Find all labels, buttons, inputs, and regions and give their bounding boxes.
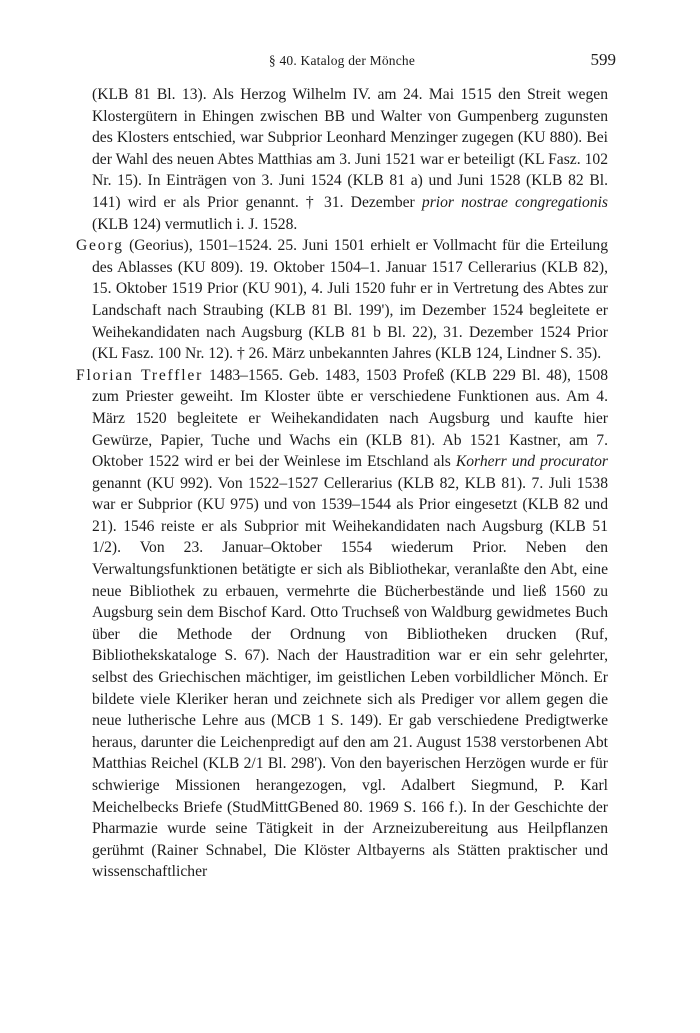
catalog-entry: [76, 365, 608, 883]
text-segment: (KLB 81 Bl. 13). Als Herzog Wilhelm IV. am 24. Mai 1515 den Streit wegen Klostergütern in Ehingen zwischen BB und Walter von Gumpenberg zugunsten des Klosters entschied, war Subprior Leonhard Menzinger zugegen (KU 880). Bei der Wahl des neuen Abtes Matthias am 3. Juni 1521 war er beteiligt (KL Fasz. 102 Nr. 15). In Einträgen von 3. Juni 1524 (KLB 81 a) und Juni 1528 (KLB 82 Bl. 141) wird er als Prior genannt. † 31. Dezember: [92, 86, 608, 211]
text-segment: genannt (KU 992). Von 1522–1527 Cellerarius (KLB 82, KLB 81). 7. Juli 1538 war er Subprior (KU 975) und von 1539–1544 als Prior eingesetzt (KLB 82 und 21). 1546 reiste er als Subprior mit Weihekandidaten nach Augsburg (KLB 51 1/2). Von 23. Januar–Oktober 1554 wiederum Prior. Neben den Verwaltungsfunktionen betätigte er sich als Bibliothekar, veranlaßte den Abt, eine neue Bibliothek zu erbauen, vermehrte die Bücherbestände und ließ 1560 zu Augsburg sein dem Bischof Kard. Otto Truchseß von Waldburg gewidmetes Buch über die Methode der Ordnung von Bibliotheken drucken (Ruf, Bibliothekskataloge S. 67). Nach der Haustradition war er ein sehr gelehrter, selbst des Griechischen mächtiger, im geistlichen Leben vorbildlicher Mönch. Er bildete viele Kleriker heran und zeichnete sich als Prediger vor allem gegen die neue lutherische Lehre aus (MCB 1 S. 149). Er gab verschiedene Predigtwerke heraus, darunter die Leichenpredigt auf den am 21. August 1538 verstorbenen Abt Matthias Reichel (KLB 2/1 Bl. 298'). Von den bayerischen Herzögen wurde er für schwierige Missionen herangezogen, vgl. Adalbert Siegmund, P. Karl Meichelbecks Briefe (StudMittGBened 80. 1969 S. 166 f.). In der Geschichte der Pharmazie wurde seine Tätigkeit in der Arzneizubereitung aus Heilpflanzen gerühmt (Rainer Schnabel, Die Klöster Altbayerns als Stätten praktischer und wissenschaftlicher: [92, 474, 608, 881]
text-segment: (Georius), 1501–1524. 25. Juni 1501 erhielt er Vollmacht für die Erteilung des Ablasses (KU 809). 19. Oktober 1504–1. Januar 1517 Cellerarius (KLB 82), 15. Oktober 1519 Prior (KU 901), 4. Juli 1520 fuhr er in Vertretung des Abtes zur Landschaft nach Straubing (KLB 81 Bl. 199'), im Dezember 1524 begleitete er Weihekandidaten nach Augsburg (KLB 81 b Bl. 22), 31. Dezember 1524 Prior (KL Fasz. 100 Nr. 12). † 26. März unbekannten Jahres (KLB 124, Lindner S. 35).: [92, 237, 608, 363]
catalog-entry: [76, 235, 608, 365]
text-segment: 1483–1565. Geb. 1483, 1503 Profeß (KLB 229 Bl. 48), 1508 zum Priester geweiht. Im Kloster übte er verschiedene Funktionen aus. Am 4. März 1520 begleitete er Weihekandidaten nach Augsburg und kaufte hier Gewürze, Papier, Tuche und Wachs ein (KLB 81). Ab 1521 Kastner, am 7. Oktober 1522 wird er bei der Weinlese im Etschland als: [92, 366, 608, 471]
italic-quote: Korherr und procurator: [455, 453, 608, 471]
entry-name: Georg: [76, 237, 124, 255]
entry-name: Florian Treffler: [76, 366, 204, 384]
continued-paragraph: [76, 84, 608, 235]
running-header: [72, 50, 616, 70]
italic-quote: prior nostrae congregationis: [421, 193, 608, 211]
section-title: § 40. Katalog der Mönche: [268, 53, 416, 68]
page-number: 599: [590, 50, 616, 69]
text-segment: (KLB 124) vermutlich i. J. 1528.: [92, 215, 298, 233]
body-text: [76, 84, 608, 883]
